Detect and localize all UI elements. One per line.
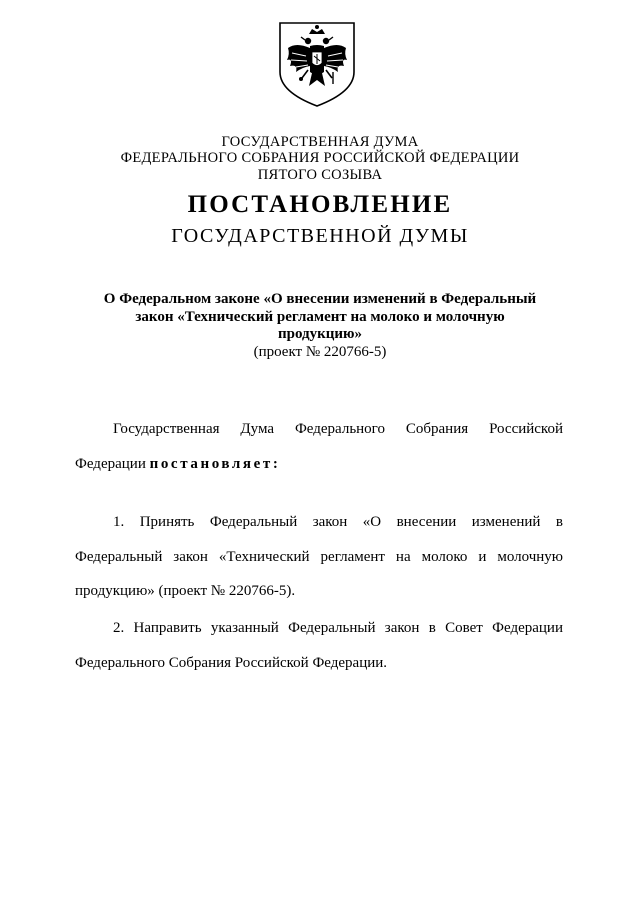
document-subject	[0, 291, 640, 344]
subject-line2: закон «Технический регламент на молоко и молочную	[135, 308, 505, 325]
item2-line1: 2. Направить указанный Федеральный закон в Совет Федерации	[113, 620, 563, 636]
intro-line1: Государственная Дума Федерального Собрания Российской	[113, 421, 563, 437]
item2-line2: Федерального Собрания Российской Федерации.	[75, 655, 388, 671]
org-name-line2: ФЕДЕРАЛЬНОГО СОБРАНИЯ РОССИЙСКОЙ ФЕДЕРАЦИИ	[120, 150, 520, 166]
document-title: ПОСТАНОВЛЕНИЕ	[187, 191, 453, 218]
item1-line1: 1. Принять Федеральный закон «О внесении изменений в	[113, 514, 563, 530]
document-subtitle: ГОСУДАРСТВЕННОЙ ДУМЫ	[171, 225, 469, 247]
intro-line2	[75, 455, 563, 473]
item1-line2: Федеральный закон «Технический регламент на молоко и молочную	[75, 549, 563, 565]
decree-word: постановляет:	[149, 456, 281, 472]
coat-of-arms-icon	[276, 20, 358, 108]
intro-line2-start: Федерации	[75, 456, 150, 472]
subject-line1: О Федеральном законе «О внесении изменений в Федеральный	[103, 291, 537, 307]
convocation-line: ПЯТОГО СОЗЫВА	[257, 167, 383, 183]
item1-line3: продукцию» (проект № 220766-5).	[75, 583, 296, 599]
subject-line3: продукцию»	[277, 326, 363, 342]
project-number: (проект № 220766-5)	[253, 344, 387, 360]
org-name-line1: ГОСУДАРСТВЕННАЯ ДУМА	[221, 134, 419, 150]
